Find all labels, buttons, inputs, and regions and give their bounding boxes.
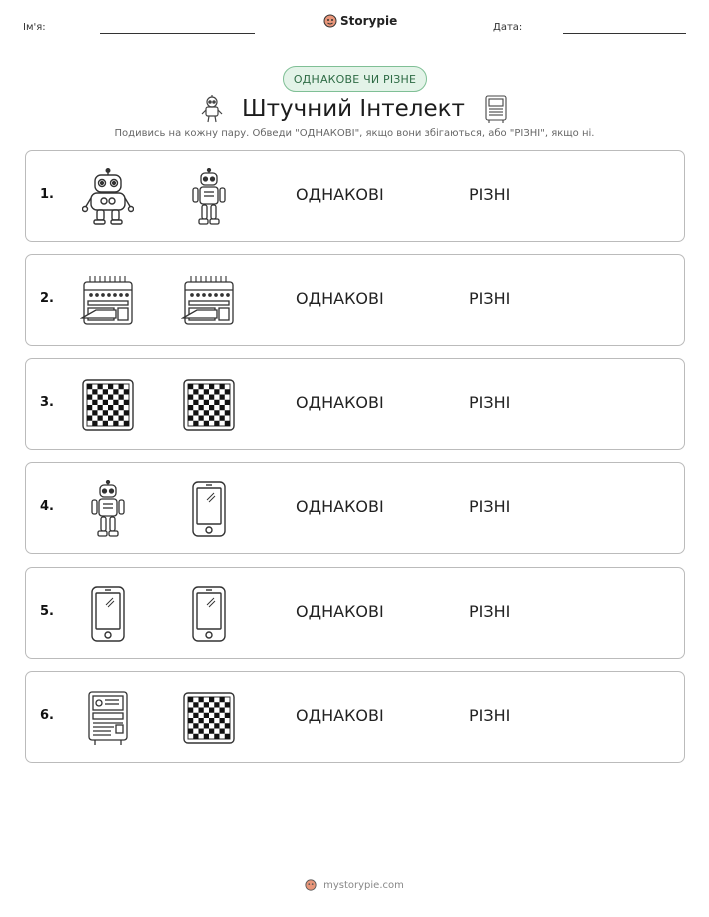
phone-icon	[179, 582, 239, 646]
brand-logo	[323, 14, 397, 28]
question-card	[25, 150, 685, 242]
question-card	[25, 462, 685, 554]
footer	[0, 879, 709, 891]
worksheet-header	[0, 0, 709, 50]
brand-name: Storypie	[340, 14, 398, 28]
question-number: 3.	[40, 395, 54, 410]
question-card	[25, 254, 685, 346]
robot-slim-icon	[179, 165, 239, 229]
robot-round-icon	[78, 165, 138, 229]
different-option[interactable]: РІЗНІ	[469, 289, 511, 308]
robot-slim-icon	[78, 477, 138, 541]
question-number: 2.	[40, 291, 54, 306]
question-number: 1.	[40, 187, 54, 202]
different-option[interactable]: РІЗНІ	[469, 602, 511, 621]
machine-icon	[179, 269, 239, 333]
checkerboard-icon	[179, 373, 239, 437]
machine-icon	[78, 269, 138, 333]
circuit-device-icon	[78, 686, 138, 750]
different-option[interactable]: РІЗНІ	[469, 185, 511, 204]
same-option[interactable]: ОДНАКОВІ	[296, 289, 384, 308]
name-label: Ім'я:	[23, 22, 46, 33]
same-option[interactable]: ОДНАКОВІ	[296, 185, 384, 204]
circuit-device-icon	[483, 94, 509, 128]
date-line[interactable]	[563, 33, 686, 34]
worksheet-type-badge: ОДНАКОВЕ ЧИ РІЗНЕ	[283, 66, 427, 92]
phone-icon	[179, 477, 239, 541]
title-row	[0, 92, 709, 126]
different-option[interactable]: РІЗНІ	[469, 706, 511, 725]
robot-icon	[198, 94, 226, 128]
instructions: Подивись на кожну пару. Обведи "ОДНАКОВІ", якщо вони збігаються, або "РІЗНІ", якщо ні.	[114, 128, 595, 139]
same-option[interactable]: ОДНАКОВІ	[296, 602, 384, 621]
page-title: Штучний Інтелект	[242, 96, 465, 122]
storypie-mascot-icon	[323, 14, 337, 28]
date-label: Дата:	[493, 22, 523, 33]
checkerboard-icon	[78, 373, 138, 437]
different-option[interactable]: РІЗНІ	[469, 393, 511, 412]
question-number: 6.	[40, 708, 54, 723]
phone-icon	[78, 582, 138, 646]
name-line[interactable]	[100, 33, 255, 34]
different-option[interactable]: РІЗНІ	[469, 497, 511, 516]
same-option[interactable]: ОДНАКОВІ	[296, 497, 384, 516]
question-number: 4.	[40, 499, 54, 514]
question-card	[25, 671, 685, 763]
question-card	[25, 567, 685, 659]
same-option[interactable]: ОДНАКОВІ	[296, 706, 384, 725]
same-option[interactable]: ОДНАКОВІ	[296, 393, 384, 412]
storypie-mascot-icon	[305, 879, 317, 891]
checkerboard-icon	[179, 686, 239, 750]
question-card	[25, 358, 685, 450]
question-number: 5.	[40, 604, 54, 619]
footer-url: mystorypie.com	[323, 879, 404, 891]
